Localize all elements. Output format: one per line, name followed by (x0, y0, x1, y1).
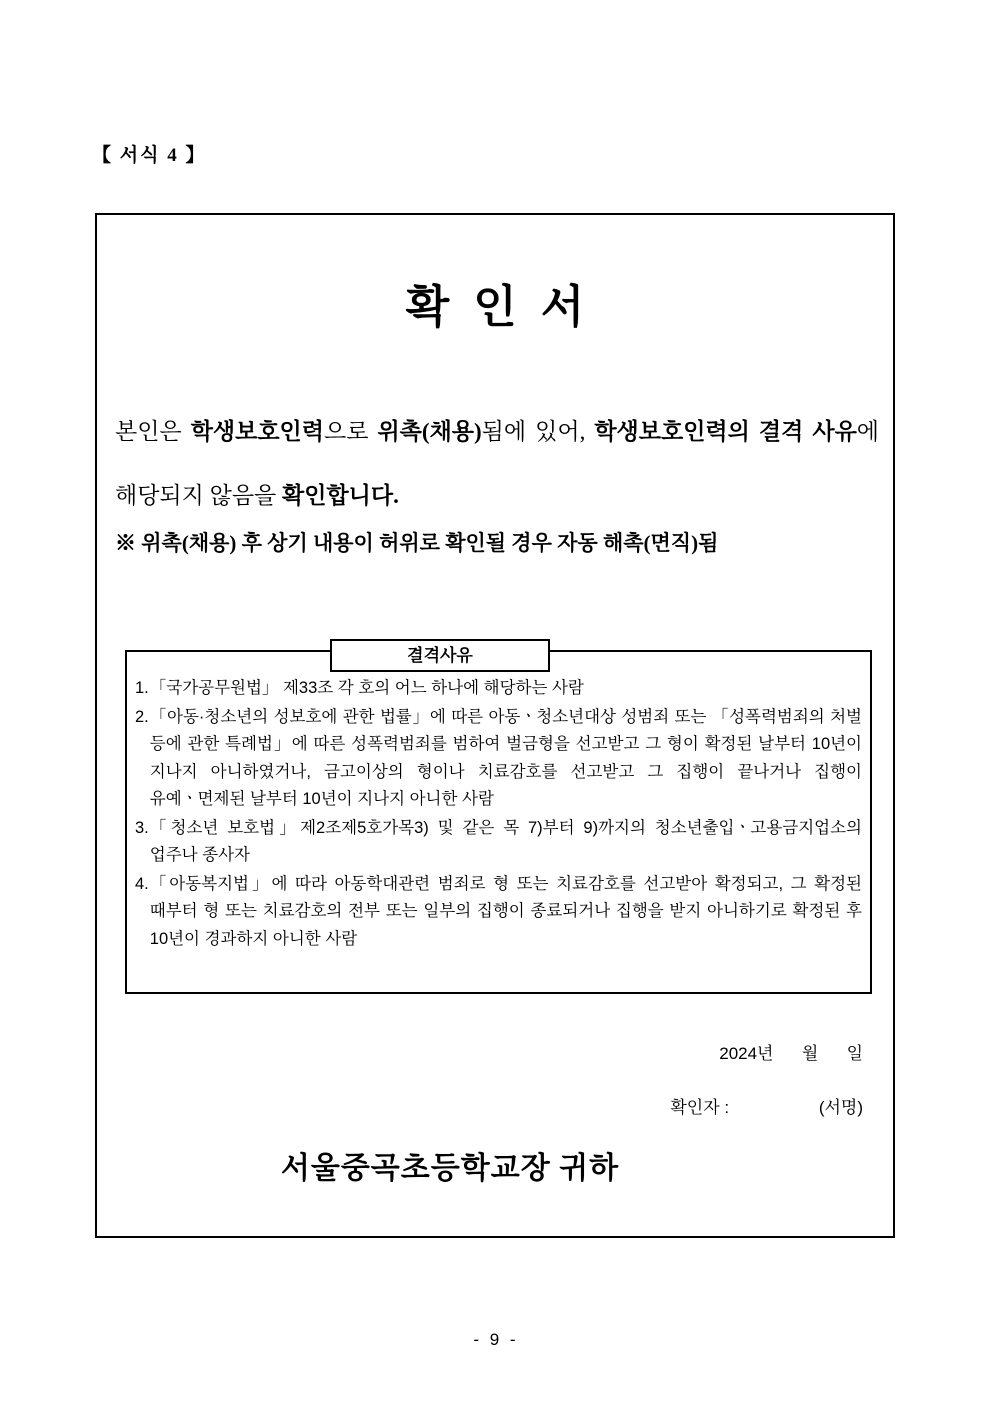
date-line: 2024년 월 일 (719, 1044, 863, 1063)
list-item-text: 「아동·청소년의 성보호에 관한 법률」에 따른 아동ㆍ청소년대상 성범죄 또는 「성폭력범죄의 처벌 등에 관한 특례법」에 따른 성폭력범죄를 범하여 벌금형을 선고받고 그 형이 확정된 날부터 10년이 지나지 아니하였거나, 금고이상의 형이나 치료감호를 선고받고 그 집행이 끝나거나 집행이 유예ㆍ면제된 날부터 10년이 지나지 아니한 사람 (149, 707, 862, 808)
certificate-sheet (95, 213, 895, 1238)
list-item (135, 675, 862, 703)
form-tag: 【 서식 4 】 (92, 145, 207, 166)
statement-text-1: 본인은 (115, 419, 191, 444)
page-number: - 9 - (473, 1330, 519, 1349)
notice-text: ※ 위촉(채용) 후 상기 내용이 허위로 확인될 경우 자동 해촉(면직)됨 (115, 531, 719, 555)
list-item-number: 3. (135, 818, 149, 837)
statement-bold-4: 확인합니다. (282, 483, 399, 508)
statement-text-3: 됨에 있어, (481, 419, 595, 444)
addressee-line: 서울중곡초등학교장 귀하 (280, 1152, 620, 1185)
disqualification-section (125, 639, 872, 994)
list-item-text: 「아동복지법」에 따라 아동학대관련 범죄로 형 또는 치료감호를 선고받아 확정되고, 그 확정된 때부터 형 또는 치료감호의 전부 또는 일부의 집행이 종료되거나 집행을 받지 아니하기로 확정된 후 10년이 경과하지 아니한 사람 (149, 874, 862, 948)
list-item-number: 4. (135, 874, 149, 893)
signer-line (670, 1093, 863, 1118)
list-item (135, 871, 862, 954)
disqualification-list (135, 675, 862, 954)
statement-text-2: 으로 (324, 419, 378, 444)
document-title: 확인서 (405, 282, 609, 332)
disqualification-tab-label: 결격사유 (330, 639, 550, 672)
statement-bold-3: 학생보호인력의 결격 사유 (594, 419, 857, 444)
statement-text-4: 에 해당되지 않음을 (115, 419, 880, 508)
statement-bold-1: 학생보호인력 (190, 419, 324, 444)
list-item (135, 704, 862, 814)
list-item-text: 「국가공무원법」 제33조 각 호의 어느 하나에 해당하는 사람 (149, 679, 584, 697)
signer-label: 확인자 : (670, 1098, 730, 1117)
list-item-text: 「청소년 보호법」제2조제5호가목3) 및 같은 목 7)부터 9)까지의 청소년출입ㆍ고용금지업소의 업주나 종사자 (149, 818, 862, 864)
statement-paragraph (115, 400, 879, 528)
list-item-number: 1. (135, 679, 149, 697)
list-item-number: 2. (135, 707, 149, 726)
signature-mark: (서명) (818, 1098, 863, 1117)
list-item (135, 815, 862, 870)
statement-bold-2: 위촉(채용) (377, 419, 482, 444)
